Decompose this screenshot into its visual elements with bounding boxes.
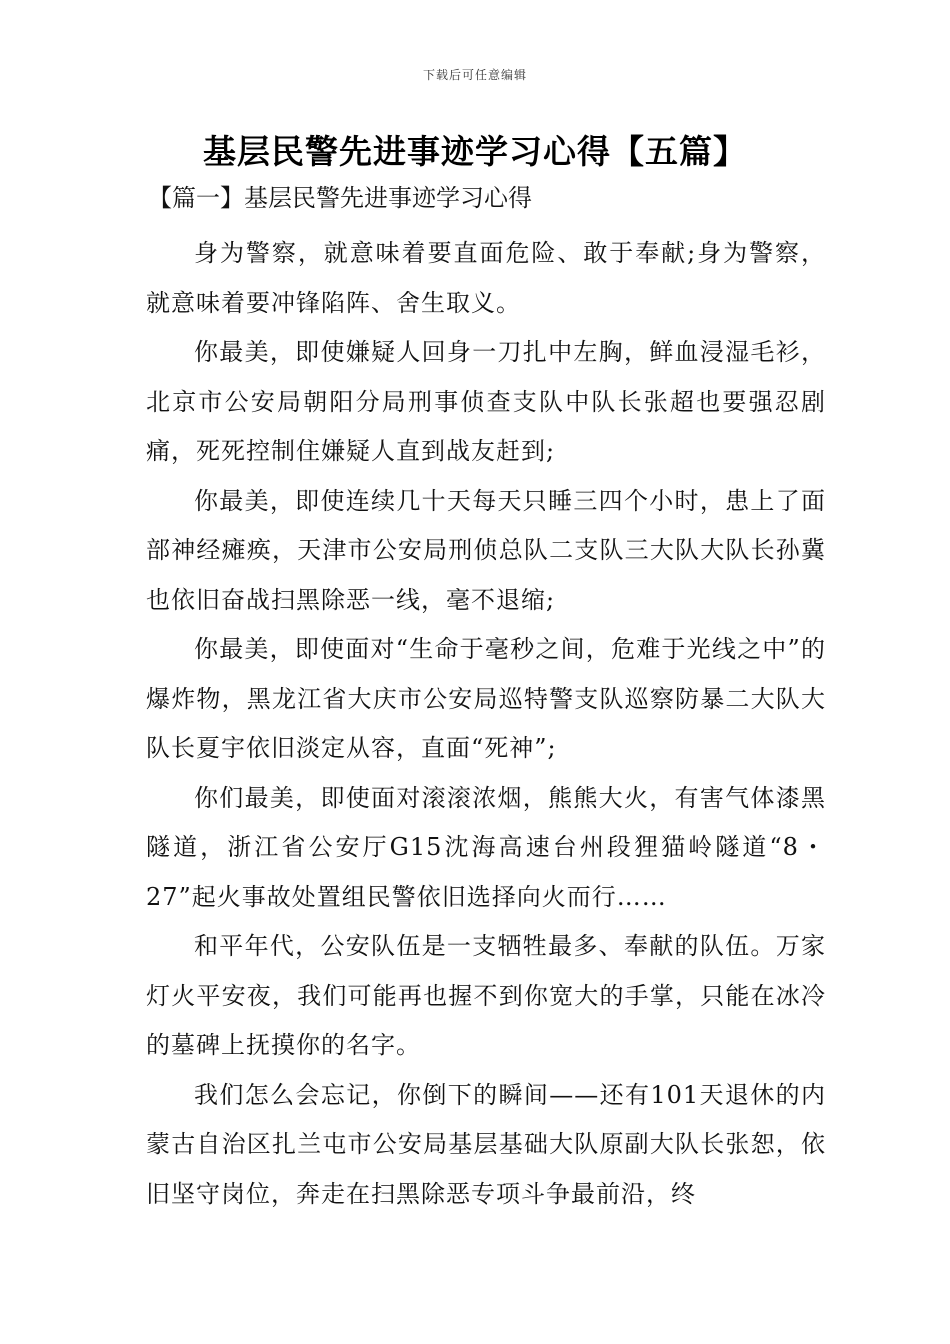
paragraph: 你最美，即使面对“生命于毫秒之间，危难于光线之中”的爆炸物，黑龙江省大庆市公安局巡特警支队巡察防暴二大队大队长夏宇依旧淡定从容，直面“死神”; <box>146 635 826 762</box>
header-note: 下载后可任意编辑 <box>422 68 527 82</box>
body-text <box>146 229 826 1219</box>
document-title: 基层民警先进事迹学习心得【五篇】 <box>203 132 747 171</box>
paragraph: 身为警察，就意味着要直面危险、敢于奉献;身为警察，就意味着要冲锋陷阵、舍生取义。 <box>146 239 826 317</box>
paragraph: 你最美，即使连续几十天每天只睡三四个小时，患上了面部神经瘫痪，天津市公安局刑侦总队二支队三大队大队长孙冀也依旧奋战扫黑除恶一线，毫不退缩; <box>146 486 826 614</box>
section-heading: 【篇一】基层民警先进事迹学习心得 <box>148 184 532 212</box>
paragraph: 我们怎么会忘记，你倒下的瞬间——还有101天退休的内蒙古自治区扎兰屯市公安局基层基础大队原副大队长张恕，依旧坚守岗位，奔走在扫黑除恶专项斗争最前沿，终 <box>146 1080 826 1208</box>
paragraph: 你们最美，即使面对滚滚浓烟，熊熊大火，有害气体漆黑隧道，浙江省公安厅G15沈海高速台州段狸猫岭隧道“8・27”起火事故处置组民警依旧选择向火而行…… <box>146 783 826 911</box>
paragraph: 你最美，即使嫌疑人回身一刀扎中左胸，鲜血浸湿毛衫，北京市公安局朝阳分局刑事侦查支队中队长张超也要强忍剧痛，死死控制住嫌疑人直到战友赶到; <box>146 338 826 465</box>
paragraph: 和平年代，公安队伍是一支牺牲最多、奉献的队伍。万家灯火平安夜，我们可能再也握不到你宽大的手掌，只能在冰冷的墓碑上抚摸你的名字。 <box>146 932 826 1059</box>
